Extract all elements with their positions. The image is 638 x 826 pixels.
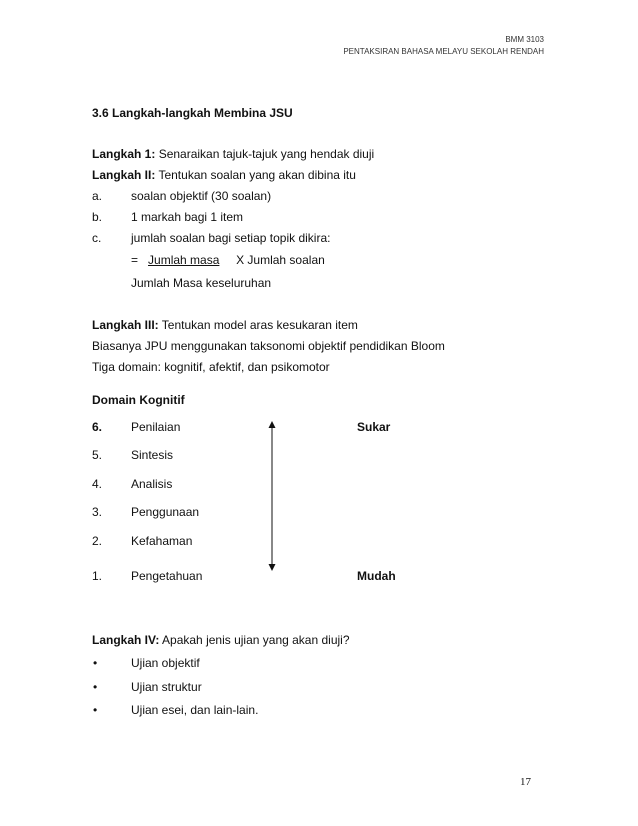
step-2-label: Langkah II: — [92, 168, 156, 182]
formula-numerator-line — [131, 253, 325, 267]
level-number: 6. — [92, 420, 103, 434]
formula-equals: = — [131, 253, 139, 267]
formula-times: X Jumlah soalan — [236, 253, 325, 267]
level-tag-hard: Sukar — [357, 420, 391, 434]
step-2-text: Tentukan soalan yang akan dibina itu — [155, 168, 356, 182]
section-title: 3.6 Langkah-langkah Membina JSU — [92, 106, 293, 120]
level-name: Sintesis — [131, 448, 174, 462]
level-name: Pengetahuan — [131, 569, 203, 583]
level-name: Penilaian — [131, 420, 181, 434]
step-1-label: Langkah 1: — [92, 147, 156, 161]
level-number: 5. — [92, 448, 103, 462]
bullet-icon: • — [93, 656, 98, 670]
list-item: Ujian objektif — [131, 656, 200, 670]
step-3-line-3: Tiga domain: kognitif, afektif, dan psikomotor — [92, 360, 330, 374]
page-number: 17 — [520, 776, 531, 788]
level-name: Penggunaan — [131, 505, 200, 519]
level-name: Analisis — [131, 477, 173, 491]
double-arrow-icon — [266, 421, 278, 571]
list-item: jumlah soalan bagi setiap topik dikira: — [131, 231, 331, 245]
level-number: 3. — [92, 505, 103, 519]
domain-title: Domain Kognitif — [92, 393, 185, 407]
list-item: Ujian struktur — [131, 680, 202, 694]
list-item: 1 markah bagi 1 item — [131, 210, 244, 224]
page-header — [343, 34, 544, 58]
list-item: soalan objektif (30 soalan) — [131, 189, 272, 203]
step-2 — [92, 168, 356, 182]
bullet-icon: • — [93, 680, 98, 694]
list-item: Ujian esei, dan lain-lain. — [131, 703, 259, 717]
level-name: Kefahaman — [131, 534, 193, 548]
list-marker: c. — [92, 231, 102, 245]
step-4 — [92, 633, 350, 647]
course-title: PENTAKSIRAN BAHASA MELAYU SEKOLAH RENDAH — [343, 47, 544, 56]
formula-denominator: Jumlah Masa keseluruhan — [131, 276, 272, 290]
step-3-line-2: Biasanya JPU menggunakan taksonomi objektif pendidikan Bloom — [92, 339, 445, 353]
step-4-label: Langkah IV: — [92, 633, 160, 647]
level-number: 2. — [92, 534, 103, 548]
formula-numerator: Jumlah masa — [148, 253, 220, 267]
level-tag-easy: Mudah — [357, 569, 396, 583]
list-marker: b. — [92, 210, 103, 224]
step-3-label: Langkah III: — [92, 318, 159, 332]
step-4-text: Apakah jenis ujian yang akan diuji? — [159, 633, 350, 647]
step-1 — [92, 147, 374, 161]
bullet-icon: • — [93, 703, 98, 717]
step-3-text: Tentukan model aras kesukaran item — [158, 318, 358, 332]
step-3 — [92, 318, 358, 332]
list-marker: a. — [92, 189, 103, 203]
step-1-text: Senaraikan tajuk-tajuk yang hendak diuji — [155, 147, 375, 161]
level-number: 1. — [92, 569, 103, 583]
course-code: BMM 3103 — [505, 35, 544, 44]
level-number: 4. — [92, 477, 103, 491]
